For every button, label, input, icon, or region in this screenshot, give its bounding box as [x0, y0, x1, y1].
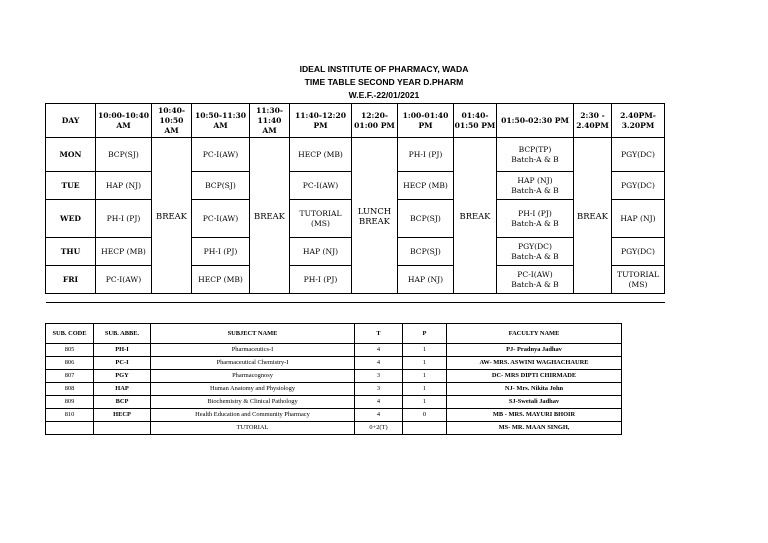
practical-batch: Batch-A & B — [511, 251, 559, 261]
header-sub-code: SUB. CODE — [46, 324, 94, 344]
day-label: FRI — [46, 266, 96, 294]
day-label: MON — [46, 138, 96, 172]
break-cell-4: BREAK — [574, 138, 612, 294]
faculty-name: DC- MRS DIPTI CHIRMADE — [447, 370, 622, 383]
column-header-break-2: 11:30-11:40 AM — [250, 104, 290, 138]
spacer-cell — [290, 294, 352, 303]
header-sub-abbr: SUB. ABBE. — [94, 324, 151, 344]
lecture-slot-3: HECP (MB) — [290, 138, 352, 172]
theory-hours: 4 — [355, 357, 403, 370]
tutorial-row — [46, 422, 622, 435]
day-label: THU — [46, 238, 96, 266]
subject-row — [46, 357, 622, 370]
sub-abbr: BCP — [94, 396, 151, 409]
practical-hours: 1 — [403, 383, 447, 396]
practical-subject: PH-I (PJ) — [518, 208, 552, 218]
practical-subject: PGY(DC) — [518, 241, 552, 251]
column-header-slot-6: 2.40PM-3.20PM — [612, 104, 665, 138]
practical-subject: BCP(TP) — [518, 144, 552, 154]
spacer-cell — [612, 294, 665, 303]
subject-row — [46, 344, 622, 357]
practical-batch: Batch-A & B — [511, 218, 559, 228]
lecture-slot-3: HAP (NJ) — [290, 238, 352, 266]
theory-hours: 4 — [355, 409, 403, 422]
column-header-lunch: 12:20-01:00 PM — [352, 104, 398, 138]
lecture-slot-4: BCP(SJ) — [398, 200, 454, 238]
column-header-slot-3: 11:40-12:20 PM — [290, 104, 352, 138]
column-header-day: DAY — [46, 104, 96, 138]
practical-hours: 1 — [403, 370, 447, 383]
lecture-slot-4: PH-I (PJ) — [398, 138, 454, 172]
spacer-cell — [152, 294, 192, 303]
lecture-slot-1: HAP (NJ) — [96, 172, 152, 200]
practical-slot — [497, 200, 574, 238]
header-faculty-name: FACULTY NAME — [447, 324, 622, 344]
lecture-slot-6: PGY(DC) — [612, 172, 665, 200]
lecture-slot-1: PC-I(AW) — [96, 266, 152, 294]
subject-table — [45, 323, 622, 435]
sub-code: 808 — [46, 383, 94, 396]
practical-hours: 1 — [403, 396, 447, 409]
practical-slot — [497, 138, 574, 172]
sub-abbr: PH-I — [94, 344, 151, 357]
sub-code: 810 — [46, 409, 94, 422]
institute-name: IDEAL INSTITUTE OF PHARMACY, WADA — [299, 64, 469, 74]
sub-code: 809 — [46, 396, 94, 409]
tutorial-practical-hours — [403, 422, 447, 435]
lecture-slot-4: HAP (NJ) — [398, 266, 454, 294]
practical-subject: PC-I(AW) — [517, 269, 553, 279]
lecture-slot-6: PGY(DC) — [612, 238, 665, 266]
spacer-cell — [250, 294, 290, 303]
practical-slot — [497, 172, 574, 200]
spacer-cell — [398, 294, 454, 303]
subject-row — [46, 409, 622, 422]
theory-hours: 3 — [355, 370, 403, 383]
practical-hours: 1 — [403, 344, 447, 357]
subject-name: Pharmacognosy — [151, 370, 355, 383]
spacer-cell — [46, 294, 96, 303]
column-header-slot-4: 1:00-01:40 PM — [398, 104, 454, 138]
subject-name: Pharmaceutical Chemistry-I — [151, 357, 355, 370]
sub-abbr: HAP — [94, 383, 151, 396]
lecture-slot-3: PC-I(AW) — [290, 172, 352, 200]
faculty-name: SJ-Swetali Jadhav — [447, 396, 622, 409]
break-cell-2: BREAK — [250, 138, 290, 294]
lecture-slot-3: TUTORIAL (MS) — [290, 200, 352, 238]
lecture-slot-6: TUTORIAL (MS) — [612, 266, 665, 294]
column-header-slot-1: 10:00-10:40 AM — [96, 104, 152, 138]
spacer-cell — [454, 294, 497, 303]
practical-subject: HAP (NJ) — [517, 175, 553, 185]
sub-code: 805 — [46, 344, 94, 357]
subject-header-row — [46, 324, 622, 344]
lecture-slot-4: HECP (MB) — [398, 172, 454, 200]
practical-hours: 0 — [403, 409, 447, 422]
lecture-slot-2: HECP (MB) — [192, 266, 250, 294]
faculty-name: NJ- Mrs. Nikita John — [447, 383, 622, 396]
effective-date: W.E.F.-22/01/2021 — [348, 90, 420, 100]
tutorial-code — [46, 422, 94, 435]
subject-name: Human Anatomy and Physiology — [151, 383, 355, 396]
column-header-break-1: 10:40-10:50 AM — [152, 104, 192, 138]
lecture-slot-2: PC-I(AW) — [192, 138, 250, 172]
practical-slot — [497, 266, 574, 294]
timetable-header-row — [46, 104, 665, 138]
practical-batch: Batch-A & B — [511, 185, 559, 195]
column-header-slot-5: 01:50-02:30 PM — [497, 104, 574, 138]
sub-abbr: PGY — [94, 370, 151, 383]
day-label: WED — [46, 200, 96, 238]
lecture-slot-6: PGY(DC) — [612, 138, 665, 172]
subject-name: Biochemistry & Clinical Pathology — [151, 396, 355, 409]
column-header-break-4: 2:30 - 2.40PM — [574, 104, 612, 138]
tutorial-abbr — [94, 422, 151, 435]
lecture-slot-3: PH-I (PJ) — [290, 266, 352, 294]
break-cell-3: BREAK — [454, 138, 497, 294]
column-header-slot-2: 10:50-11:30 AM — [192, 104, 250, 138]
subject-row — [46, 370, 622, 383]
timetable — [45, 103, 665, 303]
lecture-slot-4: BCP(SJ) — [398, 238, 454, 266]
faculty-name: MB - MRS. MAYURI BHOIR — [447, 409, 622, 422]
spacer-cell — [497, 294, 574, 303]
lecture-slot-1: PH-I (PJ) — [96, 200, 152, 238]
theory-hours: 4 — [355, 344, 403, 357]
faculty-name: PJ- Pradnya Jadhav — [447, 344, 622, 357]
day-label: TUE — [46, 172, 96, 200]
theory-hours: 4 — [355, 396, 403, 409]
subject-name: Pharmaceutics-I — [151, 344, 355, 357]
lecture-slot-2: PC-I(AW) — [192, 200, 250, 238]
column-header-break-3: 01:40-01:50 PM — [454, 104, 497, 138]
subject-name: Health Education and Community Pharmacy — [151, 409, 355, 422]
lecture-slot-6: HAP (NJ) — [612, 200, 665, 238]
spacer-row — [46, 294, 665, 303]
spacer-cell — [96, 294, 152, 303]
theory-hours: 3 — [355, 383, 403, 396]
faculty-name: AW- MRS. ASWINI WAGHACHAURE — [447, 357, 622, 370]
sub-code: 807 — [46, 370, 94, 383]
lunch-break-cell: LUNCH BREAK — [352, 138, 398, 294]
practical-batch: Batch-A & B — [511, 154, 559, 164]
day-row — [46, 138, 665, 172]
tutorial-name: TUTORIAL — [151, 422, 355, 435]
subject-row — [46, 396, 622, 409]
lecture-slot-1: HECP (MB) — [96, 238, 152, 266]
practical-slot — [497, 238, 574, 266]
lecture-slot-2: BCP(SJ) — [192, 172, 250, 200]
practical-hours: 1 — [403, 357, 447, 370]
sub-abbr: PC-I — [94, 357, 151, 370]
subject-row — [46, 383, 622, 396]
header-practical: P — [403, 324, 447, 344]
tutorial-theory-hours: 0+2(T) — [355, 422, 403, 435]
timetable-title: TIME TABLE SECOND YEAR D.PHARM — [304, 77, 464, 87]
spacer-cell — [574, 294, 612, 303]
spacer-cell — [192, 294, 250, 303]
header-subject-name: SUBJECT NAME — [151, 324, 355, 344]
break-cell-1: BREAK — [152, 138, 192, 294]
lecture-slot-1: BCP(SJ) — [96, 138, 152, 172]
sub-abbr: HECP — [94, 409, 151, 422]
sub-code: 806 — [46, 357, 94, 370]
spacer-cell — [352, 294, 398, 303]
header-theory: T — [355, 324, 403, 344]
lecture-slot-2: PH-I (PJ) — [192, 238, 250, 266]
practical-batch: Batch-A & B — [511, 279, 559, 289]
tutorial-faculty: MS- MR. MAAN SINGH, — [447, 422, 622, 435]
